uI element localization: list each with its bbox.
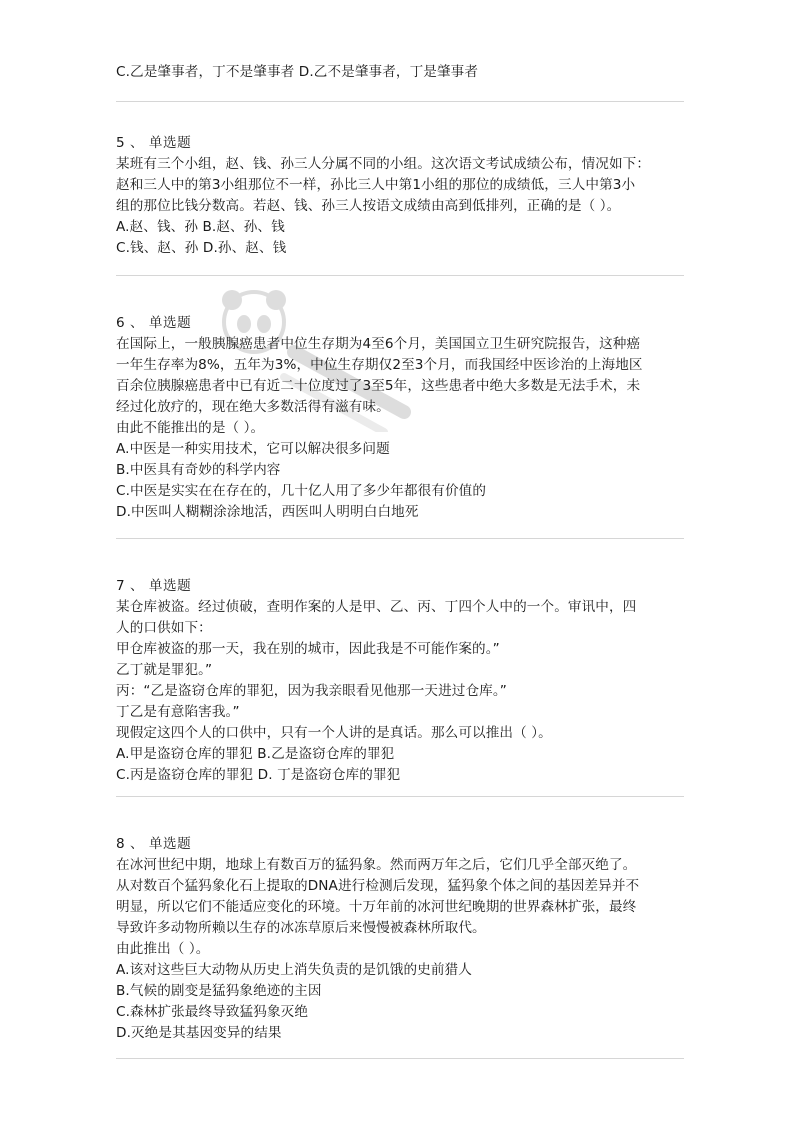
answer-option-line: A.甲是盗窃仓库的罪犯 B.乙是盗窃仓库的罪犯 — [116, 746, 395, 762]
answer-option-line: C.森林扩张最终导致猛犸象灭绝 — [116, 1004, 309, 1020]
question-text-line: 赵和三人中的第3小组那位不一样，孙比三人中第1小组的那位的成绩低，三人中第3小 — [116, 177, 636, 193]
section-divider — [116, 275, 684, 276]
question-text-line: 在国际上，一般胰腺癌患者中位生存期为4至6个月，美国国立卫生研究院报告，这种癌 — [116, 336, 641, 352]
question-text-line: 经过化放疗的，现在绝大多数活得有滋有味。 — [116, 399, 390, 415]
section-divider — [116, 538, 684, 539]
question-header: 6 、 单选题 — [116, 315, 192, 331]
question-text-line: 乙丁就是罪犯。” — [116, 662, 213, 678]
question-prompt: 现假定这四个人的口供中，只有一个人讲的是真话。那么可以推出（ ）。 — [116, 725, 552, 741]
section-divider — [116, 1058, 684, 1059]
question-text-line: 百余位胰腺癌患者中已有近二十位度过了3至5年，这些患者中绝大多数是无法手术，未 — [116, 378, 641, 394]
question-text-line: 一年生存率为8%，五年为3%，中位生存期仅2至3个月，而我国经中医诊治的上海地区 — [116, 357, 643, 373]
question-text-line: 丙：“乙是盗窃仓库的罪犯，因为我亲眼看见他那一天进过仓库。” — [116, 683, 507, 699]
section-divider — [116, 796, 684, 797]
answer-option-line: A.赵、钱、孙 B.赵、孙、钱 — [116, 219, 285, 235]
answer-option-line: C.中医是实实在在存在的，几十亿人用了多少年都很有价值的 — [116, 483, 487, 499]
question-text-line: 人的口供如下： — [116, 620, 212, 636]
question-header: 8 、 单选题 — [116, 836, 192, 852]
answer-options-line: C.乙是肇事者，丁不是肇事者 D.乙不是肇事者，丁是肇事者 — [116, 64, 479, 80]
question-text-line: 某班有三个小组，赵、钱、孙三人分属不同的小组。这次语文考试成绩公布，情况如下： — [116, 156, 651, 172]
answer-option-line: D.中医叫人糊糊涂涂地活，西医叫人明明白白地死 — [116, 504, 419, 520]
question-text-line: 丁乙是有意陷害我。” — [116, 704, 240, 720]
question-text-line: 在冰河世纪中期，地球上有数百万的猛犸象。然而两万年之后，它们几乎全部灭绝了。 — [116, 857, 637, 873]
answer-option-line: A.中医是一种实用技术，它可以解决很多问题 — [116, 441, 390, 457]
question-prompt: 由此推出（ ）。 — [116, 941, 210, 957]
answer-option-line: A.该对这些巨大动物从历史上消失负责的是饥饿的史前猎人 — [116, 962, 472, 978]
section-divider — [116, 101, 684, 102]
question-text-line: 明显，所以它们不能适应变化的环境。十万年前的冰河世纪晚期的世界森林扩张，最终 — [116, 899, 637, 915]
question-text-line: 从对数百个猛犸象化石上提取的DNA进行检测后发现，猛犸象个体之间的基因差异并不 — [116, 878, 640, 894]
question-text-line: 甲仓库被盗的那一天，我在别的城市，因此我是不可能作案的。” — [116, 641, 500, 657]
answer-option-line: B.气候的剧变是猛犸象绝迹的主因 — [116, 983, 322, 999]
question-header: 5 、 单选题 — [116, 135, 192, 151]
answer-option-line: C.丙是盗窃仓库的罪犯 D. 丁是盗窃仓库的罪犯 — [116, 767, 401, 783]
question-text-line: 导致许多动物所赖以生存的冰冻草原后来慢慢被森林所取代。 — [116, 920, 486, 936]
answer-option-line: D.灭绝是其基因变异的结果 — [116, 1025, 282, 1041]
answer-option-line: C.钱、赵、孙 D.孙、赵、钱 — [116, 240, 287, 256]
question-prompt: 由此不能推出的是（ ）。 — [116, 420, 265, 436]
question-text-line: 某仓库被盗。经过侦破，查明作案的人是甲、乙、丙、丁四个人中的一个。审讯中，四 — [116, 599, 637, 615]
question-header: 7 、 单选题 — [116, 578, 192, 594]
answer-option-line: B.中医具有奇妙的科学内容 — [116, 462, 281, 478]
question-text-line: 组的那位比钱分数高。若赵、钱、孙三人按语文成绩由高到低排列，正确的是（ ）。 — [116, 198, 621, 214]
